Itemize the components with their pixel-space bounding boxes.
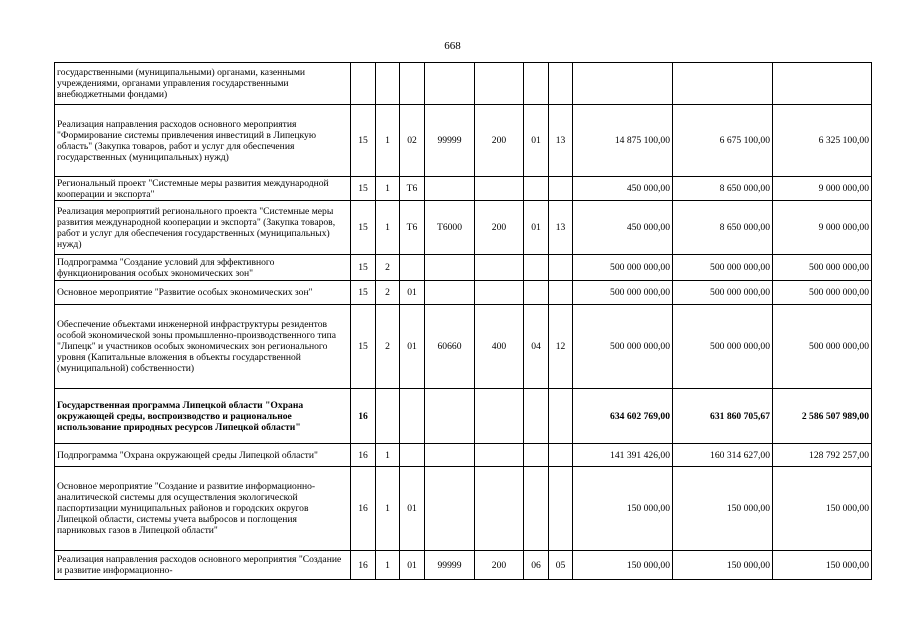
col-sum-1-cell: 634 602 769,00	[573, 389, 673, 444]
col-sum-3-cell	[773, 63, 872, 105]
col-direction-cell: Т6000	[425, 201, 475, 255]
table-row	[55, 389, 872, 444]
col-sum-2-cell: 500 000 000,00	[673, 255, 773, 281]
col-sum-3-cell: 9 000 000,00	[773, 177, 872, 201]
col-vr-cell: 200	[475, 105, 524, 177]
table-row	[55, 467, 872, 551]
col-sum-3-cell: 150 000,00	[773, 467, 872, 551]
col-vr-cell	[475, 389, 524, 444]
col-sum-3-cell: 500 000 000,00	[773, 255, 872, 281]
col-pp-cell	[376, 389, 400, 444]
col-direction-cell	[425, 389, 475, 444]
col-om-cell: Т6	[400, 177, 425, 201]
page-number: 668	[444, 40, 461, 52]
col-direction-cell	[425, 444, 475, 467]
col-gp-cell: 16	[351, 551, 376, 580]
col-pr-cell: 12	[549, 305, 573, 389]
col-gp-cell: 16	[351, 467, 376, 551]
col-gp-cell: 15	[351, 305, 376, 389]
col-pp-cell: 2	[376, 281, 400, 305]
table-row	[55, 201, 872, 255]
col-pp-cell: 2	[376, 305, 400, 389]
col-sum-1-cell: 500 000 000,00	[573, 281, 673, 305]
row-name-cell: Обеспечение объектами инженерной инфраструктуры резидентов особой экономической зоны промышленно-производственного типа "Липецк" и участников особых экономических зон регионального уровня (Капитальные вложения в объекты государственной (муниципальной) собственности)	[55, 305, 351, 389]
col-sum-2-cell: 631 860 705,67	[673, 389, 773, 444]
col-sum-2-cell: 160 314 627,00	[673, 444, 773, 467]
col-pr-cell	[549, 444, 573, 467]
col-vr-cell	[475, 281, 524, 305]
col-sum-2-cell: 8 650 000,00	[673, 201, 773, 255]
col-vr-cell	[475, 444, 524, 467]
col-om-cell	[400, 255, 425, 281]
col-pp-cell: 1	[376, 444, 400, 467]
col-sum-1-cell: 14 875 100,00	[573, 105, 673, 177]
col-sum-3-cell: 9 000 000,00	[773, 201, 872, 255]
row-name-cell: Региональный проект "Системные меры развития международной кооперации и экспорта"	[55, 177, 351, 201]
col-rz-cell: 04	[524, 305, 549, 389]
col-vr-cell	[475, 177, 524, 201]
col-gp-cell: 15	[351, 177, 376, 201]
col-sum-1-cell	[573, 63, 673, 105]
col-direction-cell	[425, 281, 475, 305]
col-om-cell: 02	[400, 105, 425, 177]
col-pr-cell	[549, 255, 573, 281]
col-pp-cell: 1	[376, 551, 400, 580]
col-sum-2-cell: 500 000 000,00	[673, 281, 773, 305]
col-pp-cell	[376, 63, 400, 105]
col-vr-cell	[475, 63, 524, 105]
table-row	[55, 444, 872, 467]
row-name-cell: Основное мероприятие "Создание и развитие информационно-аналитической системы для осуществления экологической паспортизации муниципальных районов и городских округов Липецкой области, системы учета выбросов и поглощения парниковых газов в Липецкой области"	[55, 467, 351, 551]
table-row	[55, 105, 872, 177]
col-rz-cell: 01	[524, 201, 549, 255]
col-gp-cell: 15	[351, 255, 376, 281]
row-name-cell: Основное мероприятие "Развитие особых экономических зон"	[55, 281, 351, 305]
col-pr-cell	[549, 389, 573, 444]
table-row	[55, 255, 872, 281]
col-direction-cell	[425, 467, 475, 551]
row-name-cell: Подпрограмма "Создание условий для эффективного функционирования особых экономических зон"	[55, 255, 351, 281]
col-sum-2-cell: 150 000,00	[673, 551, 773, 580]
col-rz-cell	[524, 389, 549, 444]
row-name-cell: Реализация направления расходов основного мероприятия "Формирование системы привлечения инвестиций в Липецкую область" (Закупка товаров, работ и услуг для обеспечения государственных (муниципальных) нужд)	[55, 105, 351, 177]
col-rz-cell	[524, 177, 549, 201]
col-om-cell: 01	[400, 551, 425, 580]
col-om-cell	[400, 389, 425, 444]
col-sum-1-cell: 150 000,00	[573, 551, 673, 580]
col-sum-2-cell: 500 000 000,00	[673, 305, 773, 389]
table-row	[55, 177, 872, 201]
col-pr-cell: 13	[549, 201, 573, 255]
table-row	[55, 63, 872, 105]
col-gp-cell: 16	[351, 444, 376, 467]
col-gp-cell: 15	[351, 105, 376, 177]
col-vr-cell: 200	[475, 201, 524, 255]
col-pr-cell: 05	[549, 551, 573, 580]
col-sum-3-cell: 150 000,00	[773, 551, 872, 580]
row-name-cell: Реализация мероприятий регионального проекта "Системные меры развития международной кооперации и экспорта" (Закупка товаров, работ и услуг для обеспечения государственных (муниципальных) нужд)	[55, 201, 351, 255]
col-pp-cell: 1	[376, 177, 400, 201]
col-om-cell: 01	[400, 305, 425, 389]
col-direction-cell	[425, 63, 475, 105]
col-direction-cell: 99999	[425, 105, 475, 177]
col-sum-3-cell: 128 792 257,00	[773, 444, 872, 467]
row-name-cell: Подпрограмма "Охрана окружающей среды Липецкой области"	[55, 444, 351, 467]
col-rz-cell	[524, 467, 549, 551]
col-pp-cell: 2	[376, 255, 400, 281]
col-om-cell: 01	[400, 467, 425, 551]
col-pr-cell	[549, 281, 573, 305]
col-om-cell: Т6	[400, 201, 425, 255]
col-vr-cell	[475, 467, 524, 551]
col-pr-cell	[549, 467, 573, 551]
budget-table	[54, 62, 872, 580]
col-sum-2-cell	[673, 63, 773, 105]
col-sum-3-cell: 500 000 000,00	[773, 305, 872, 389]
col-vr-cell: 400	[475, 305, 524, 389]
col-direction-cell: 99999	[425, 551, 475, 580]
col-pp-cell: 1	[376, 105, 400, 177]
col-sum-1-cell: 450 000,00	[573, 177, 673, 201]
col-sum-3-cell: 2 586 507 989,00	[773, 389, 872, 444]
col-pp-cell: 1	[376, 201, 400, 255]
col-vr-cell: 200	[475, 551, 524, 580]
col-gp-cell: 15	[351, 281, 376, 305]
col-om-cell: 01	[400, 281, 425, 305]
col-sum-1-cell: 150 000,00	[573, 467, 673, 551]
table-row	[55, 305, 872, 389]
col-sum-1-cell: 141 391 426,00	[573, 444, 673, 467]
col-sum-1-cell: 500 000 000,00	[573, 305, 673, 389]
col-rz-cell: 06	[524, 551, 549, 580]
col-sum-3-cell: 6 325 100,00	[773, 105, 872, 177]
col-pr-cell: 13	[549, 105, 573, 177]
col-om-cell	[400, 63, 425, 105]
table-row	[55, 551, 872, 580]
col-direction-cell: 60660	[425, 305, 475, 389]
col-rz-cell	[524, 255, 549, 281]
col-rz-cell: 01	[524, 105, 549, 177]
col-direction-cell	[425, 177, 475, 201]
col-sum-1-cell: 500 000 000,00	[573, 255, 673, 281]
col-vr-cell	[475, 255, 524, 281]
col-direction-cell	[425, 255, 475, 281]
col-rz-cell	[524, 63, 549, 105]
col-rz-cell	[524, 444, 549, 467]
col-sum-3-cell: 500 000 000,00	[773, 281, 872, 305]
row-name-cell: Государственная программа Липецкой области "Охрана окружающей среды, воспроизводство и рациональное использование природных ресурсов Липецкой области"	[55, 389, 351, 444]
row-name-cell: Реализация направления расходов основного мероприятия "Создание и развитие информационно-	[55, 551, 351, 580]
col-rz-cell	[524, 281, 549, 305]
table-row	[55, 281, 872, 305]
row-name-cell: государственными (муниципальными) органами, казенными учреждениями, органами управления государственными внебюджетными фондами)	[55, 63, 351, 105]
col-sum-2-cell: 6 675 100,00	[673, 105, 773, 177]
col-gp-cell: 15	[351, 201, 376, 255]
col-gp-cell	[351, 63, 376, 105]
col-sum-1-cell: 450 000,00	[573, 201, 673, 255]
col-pr-cell	[549, 177, 573, 201]
col-sum-2-cell: 8 650 000,00	[673, 177, 773, 201]
col-pr-cell	[549, 63, 573, 105]
col-sum-2-cell: 150 000,00	[673, 467, 773, 551]
col-gp-cell: 16	[351, 389, 376, 444]
col-pp-cell: 1	[376, 467, 400, 551]
col-om-cell	[400, 444, 425, 467]
